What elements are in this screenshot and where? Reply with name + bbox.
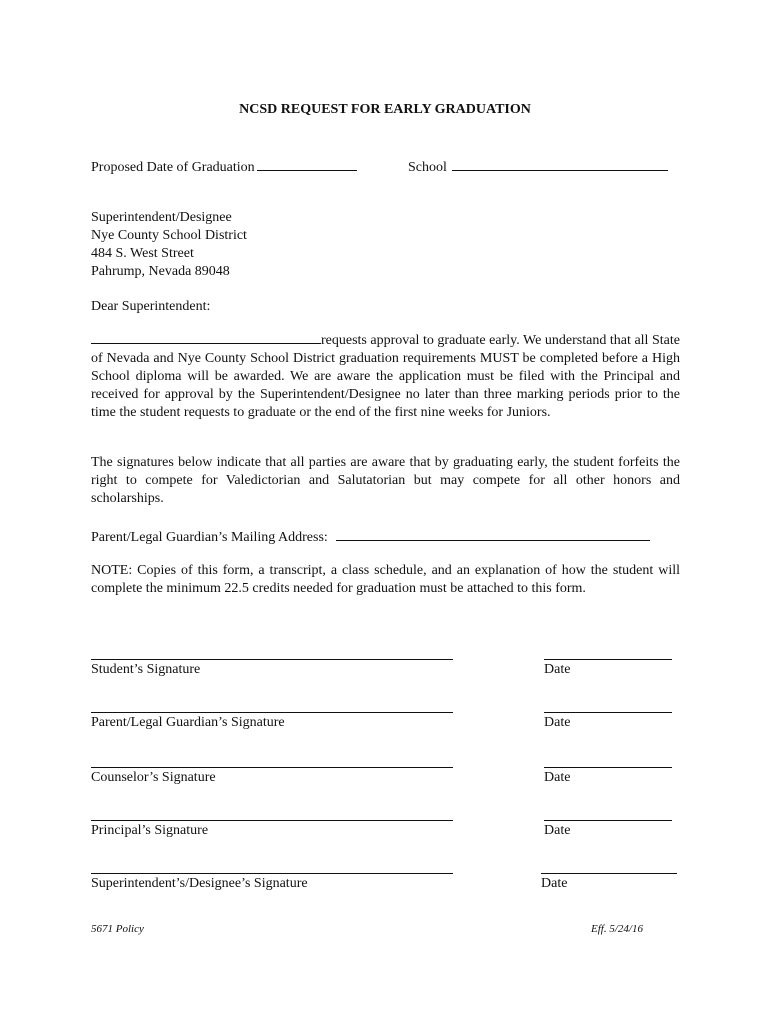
page-title: NCSD REQUEST FOR EARLY GRADUATION xyxy=(239,102,531,117)
student-name-input-line[interactable] xyxy=(91,329,321,344)
forfeit-paragraph: The signatures below indicate that all parties are aware that by graduating early, the student forfeits the right to compete for Valedictorian and Salutatorian but may compete for all other honors and scholarships. xyxy=(91,455,680,506)
student-signature-line[interactable] xyxy=(91,659,453,660)
address-line: 484 S. West Street xyxy=(91,246,194,261)
school-input-line[interactable] xyxy=(452,156,668,171)
student-signature-label: Student’s Signature xyxy=(91,662,201,677)
address-line: Pahrump, Nevada 89048 xyxy=(91,264,230,279)
counselor-signature-label: Counselor’s Signature xyxy=(91,770,216,785)
school-label: School xyxy=(408,160,447,175)
proposed-date-input-line[interactable] xyxy=(257,156,357,171)
request-paragraph xyxy=(91,329,680,422)
guardian-date-label: Date xyxy=(544,715,571,730)
superintendent-date-label: Date xyxy=(541,876,568,891)
counselor-date-line[interactable] xyxy=(544,767,672,768)
proposed-date-field xyxy=(91,156,357,177)
address-line: Superintendent/Designee xyxy=(91,210,232,225)
student-date-label: Date xyxy=(544,662,571,677)
proposed-date-label: Proposed Date of Graduation xyxy=(91,160,255,175)
footer-policy: 5671 Policy xyxy=(91,923,144,935)
mailing-address-field xyxy=(91,526,650,547)
address-block xyxy=(91,209,247,281)
counselor-signature-line[interactable] xyxy=(91,767,453,768)
superintendent-signature-line[interactable] xyxy=(91,873,453,874)
student-date-line[interactable] xyxy=(544,659,672,660)
mailing-address-label: Parent/Legal Guardian’s Mailing Address: xyxy=(91,530,328,545)
counselor-date-label: Date xyxy=(544,770,571,785)
mailing-address-input-line[interactable] xyxy=(336,526,650,541)
principal-signature-line[interactable] xyxy=(91,820,453,821)
superintendent-signature-label: Superintendent’s/Designee’s Signature xyxy=(91,876,308,891)
principal-date-label: Date xyxy=(544,823,571,838)
request-body: State of Nevada and Nye County School District graduation requirements MUST be completed before a High School diploma will be awarded. We are aware the application must be filed with the Principal and received for approval by the Superintendent/Designee no later than three marking periods prior to the time the student requests to graduate or the end of the first nine weeks for Juniors. xyxy=(91,333,680,420)
request-intro: requests approval to graduate early. We understand that all xyxy=(321,333,649,348)
address-line: Nye County School District xyxy=(91,228,247,243)
salutation: Dear Superintendent: xyxy=(91,299,211,314)
principal-signature-label: Principal’s Signature xyxy=(91,823,209,838)
principal-date-line[interactable] xyxy=(544,820,672,821)
guardian-signature-label: Parent/Legal Guardian’s Signature xyxy=(91,715,285,730)
footer-effective-date: Eff. 5/24/16 xyxy=(591,923,643,935)
superintendent-date-line[interactable] xyxy=(541,873,677,874)
note-paragraph: NOTE: Copies of this form, a transcript, a class schedule, and an explanation of how the student will complete the minimum 22.5 credits needed for graduation must be attached to this form. xyxy=(91,563,680,596)
guardian-signature-line[interactable] xyxy=(91,712,453,713)
guardian-date-line[interactable] xyxy=(544,712,672,713)
school-field xyxy=(408,156,668,177)
